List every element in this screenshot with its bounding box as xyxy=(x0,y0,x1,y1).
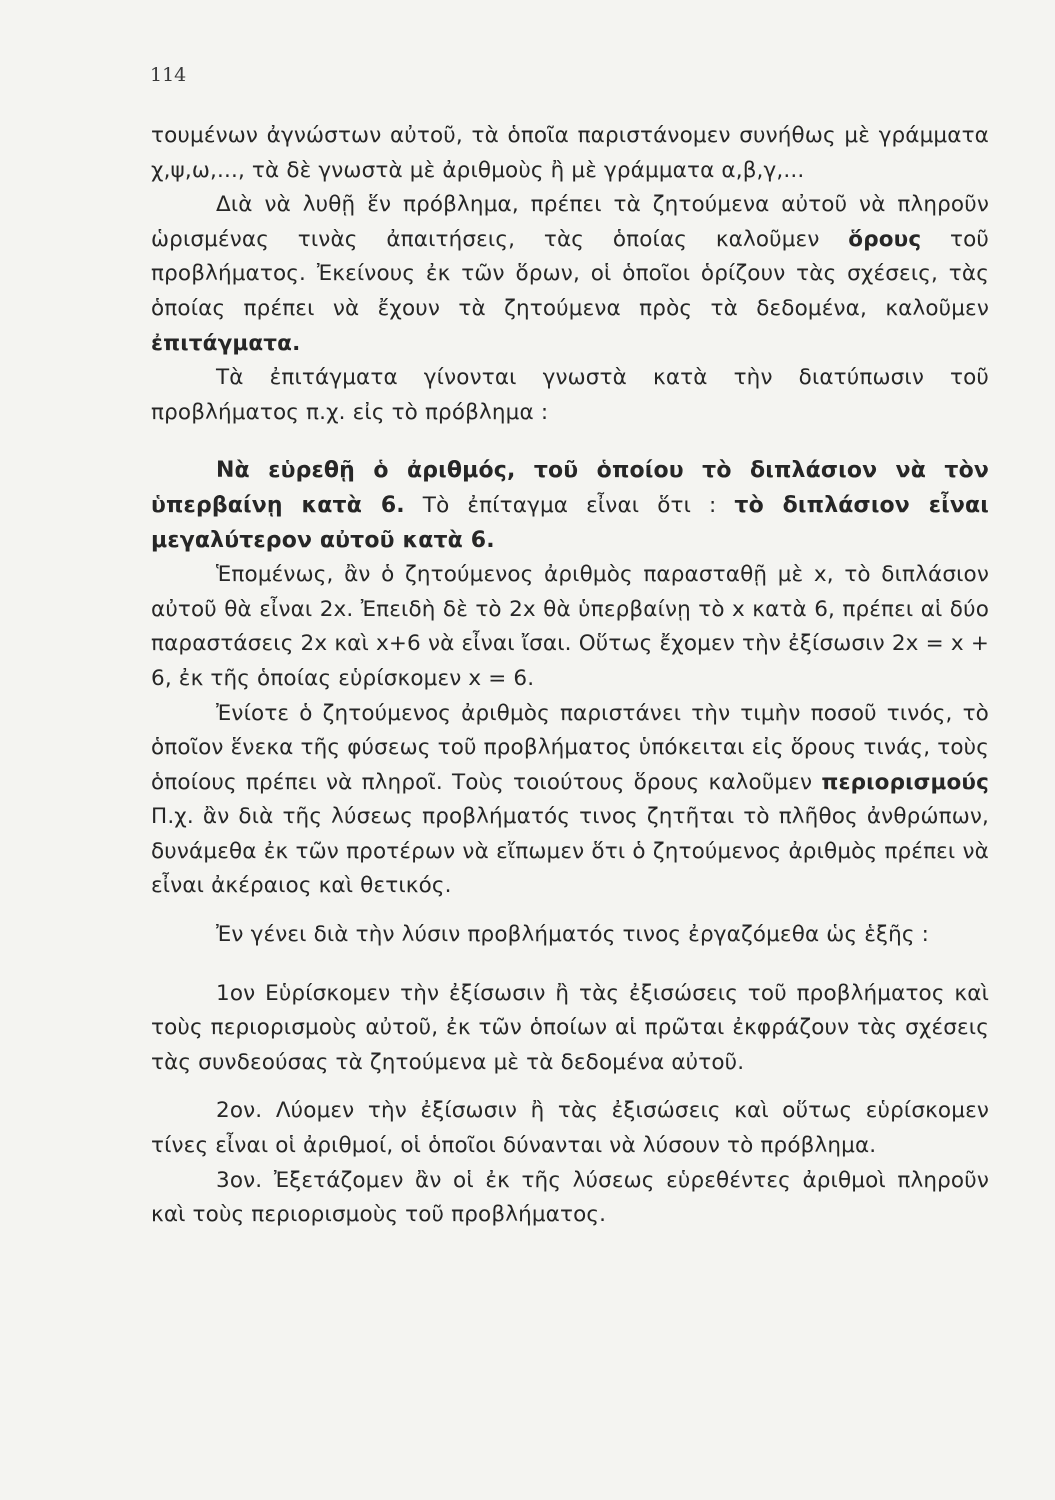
example-problem-text: Τὸ ἐπίταγμα εἶναι ὅτι : xyxy=(404,492,735,518)
example-problem xyxy=(151,454,989,558)
step-1: 1ον Εὑρίσκομεν τὴν ἐξίσωσιν ἢ τὰς ἐξισώσεις τοῦ προβλήματος καὶ τοὺς περιορισμοὺς αὐτοῦ, ἐκ τῶν ὁποίων αἱ πρῶται ἐκφράζουν τὰς σχέσεις τὰς συνδεούσας τὰ ζητούμενα μὲ τὰ δεδομένα αὐτοῦ. xyxy=(151,980,989,1075)
paragraph-6-text-c: Π.χ. ἂν διὰ τῆς λύσεως προβλήματός τινος ζητῆται τὸ πλῆθος ἀνθρώπων, δυνάμεθα ἐκ τῶν προτέρων νὰ εἴπωμεν ὅτι ὁ ζητούμενος ἀριθμὸς πρέπει νὰ εἶναι ἀκέραιος καὶ θετικός. xyxy=(151,804,989,899)
step-2: 2ον. Λύομεν τὴν ἐξίσωσιν ἢ τὰς ἐξισώσεις καὶ οὕτως εὑρίσκομεν τίνες εἶναι οἱ ἀριθμοί, οἱ ὁποῖοι δύνανται νὰ λύσουν τὸ πρόβλημα. xyxy=(151,1098,989,1159)
paragraph-7: Ἐν γένει διὰ τὴν λύσιν προβλήματός τινος ἐργαζόμεθα ὡς ἑξῆς : xyxy=(216,922,930,948)
paragraph-6 xyxy=(151,697,989,905)
paragraph-6-text-a: Ἐνίοτε ὁ ζητούμενος ἀριθμὸς παριστάνει τὴν τιμὴν ποσοῦ τινός, τὸ ὁποῖον ἕνεκα τῆς φύσεως τοῦ προβλήματος ὑπόκειται εἰς ὅρους τινάς, τοὺς ὁποίους πρέπει νὰ πληροῖ. Τοὺς τοιούτους ὅρους καλοῦμεν xyxy=(151,700,989,795)
paragraph-1: τουμένων ἀγνώστων αὐτοῦ, τὰ ὁποῖα παριστάνομεν συνήθως μὲ γράμματα χ,ψ,ω,..., τὰ δὲ γνωστὰ μὲ ἀριθμοὺς ἢ μὲ γράμματα α,β,γ,... xyxy=(151,123,989,183)
body-text xyxy=(151,119,989,1233)
step-3: 3ον. Ἐξετάζομεν ἂν οἱ ἐκ τῆς λύσεως εὑρεθέντες ἀριθμοὶ πληροῦν καὶ τοὺς περιορισμοὺς τοῦ προβλήματος. xyxy=(151,1167,989,1228)
paragraph-2-text-c: τοῦ προβλήματος. Ἐκείνους ἐκ τῶν ὅρων, οἱ ὁποῖοι ὁρίζουν τὰς σχέσεις, τὰς ὁποίας πρέπει νὰ ἔχουν τὰ ζητούμενα πρὸς τὰ δεδομένα, καλοῦμεν xyxy=(151,226,989,321)
paragraph-2-text-a: Διὰ νὰ λυθῇ ἕν πρόβλημα, πρέπει τὰ ζητούμενα αὐτοῦ νὰ πληροῦν ὡρισμένας τινὰς ἀπαιτήσεις, τὰς ὁποίας καλοῦμεν xyxy=(151,192,989,252)
term-periorismous: περιορισμούς xyxy=(821,769,989,795)
example-problem-statement: Νὰ εὑρεθῇ ὁ ἀριθμός, τοῦ ὁποίου τὸ διπλάσιον νὰ τὸν ὑπερβαίνῃ κατὰ 6. xyxy=(151,458,989,518)
term-epitagmata: ἐπιτάγματα. xyxy=(151,330,301,356)
page-number: 114 xyxy=(150,64,187,86)
paragraph-5: Ἑπομένως, ἂν ὁ ζητούμενος ἀριθμὸς παρασταθῇ μὲ x, τὸ διπλάσιον αὐτοῦ θὰ εἶναι 2x. Ἐπειδὴ δὲ τὸ 2x θὰ ὑπερβαίνῃ τὸ x κατὰ 6, πρέπει αἱ δύο παραστάσεις 2x καὶ x+6 νὰ εἶναι ἴσαι. Οὕτως ἔχομεν τὴν ἐξίσωσιν 2x = x + 6, ἐκ τῆς ὁποίας εὑρίσκομεν x = 6. xyxy=(151,562,989,691)
paragraph-3: Τὰ ἐπιτάγματα γίνονται γνωστὰ κατὰ τὴν διατύπωσιν τοῦ προβλήματος π.χ. εἰς τὸ πρόβλημα : xyxy=(151,365,989,425)
example-problem-condition: τὸ διπλάσιον εἶναι μεγαλύτερον αὐτοῦ κατὰ 6. xyxy=(151,492,989,553)
term-orous: ὅρους xyxy=(848,226,922,252)
paragraph-2 xyxy=(151,188,989,361)
